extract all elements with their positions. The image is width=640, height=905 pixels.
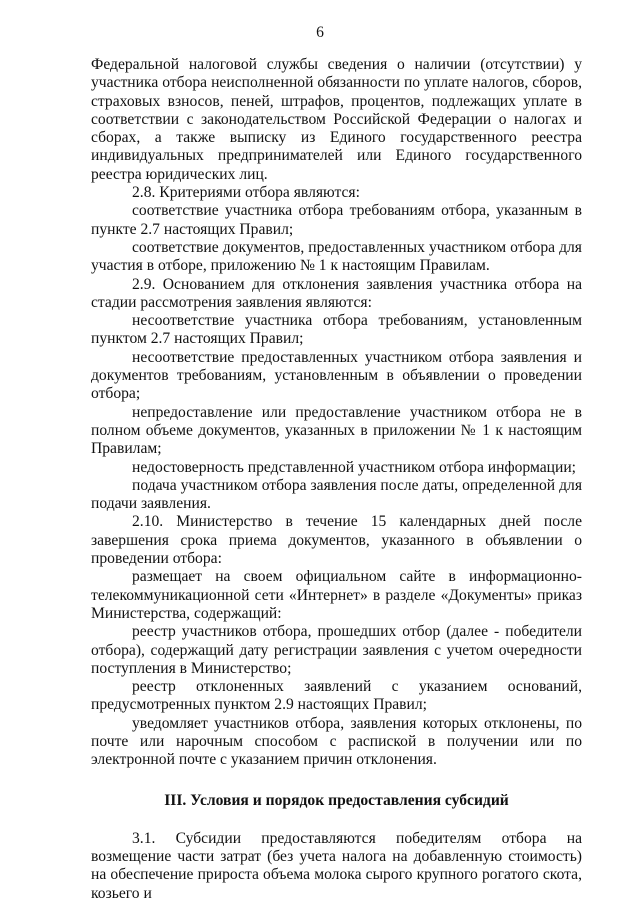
paragraph-publish: размещает на своем официальном сайте в информационно-телекоммуникационной сети «Интернет» в разделе «Документы» приказ Министерства, содержащий: [91,568,582,622]
paragraph-3-1: 3.1. Субсидии предоставляются победителям отбора на возмещение части затрат (без учета налога на добавленную стоимость) на обеспечение прироста объема молока сырого крупного рогатого скота, козьего и [91,829,582,902]
page-number: 6 [316,24,324,41]
paragraph-rejection-1: несоответствие участника отбора требованиям, установленным пунктом 2.7 настоящих Правил; [91,312,582,348]
paragraph-fns-info: Федеральной налоговой службы сведения о наличии (отсутствии) у участника отбора неисполненной обязанности по уплате налогов, сборов, страховых взносов, пеней, штрафов, процентов, подлежащих уплате в соответствии с законодательством Российской Федерации о налогах и сборах, а также выписку из Единого государственного реестра индивидуальных предпринимателей или Единого государственного реестра юридических лиц. [91,56,582,183]
paragraph-rejection-3: непредоставление или предоставление участником отбора не в полном объеме документов, указанных в приложении № 1 к настоящим Правилам; [91,403,582,458]
paragraph-registry-rejected: реестр отклоненных заявлений с указанием оснований, предусмотренных пунктом 2.9 настоящих Правил; [91,678,582,714]
paragraph-2-8: 2.8. Критериями отбора являются: [132,184,360,202]
paragraph-notify: уведомляет участников отбора, заявления которых отклонены, по почте или нарочным способом с распиской в получении или по электронной почте с указанием причин отклонения. [91,714,582,769]
document-body [91,56,582,903]
paragraph-criterion-2: соответствие документов, предоставленных участником отбора для участия в отборе, приложению № 1 к настоящим Правилам. [91,238,582,275]
paragraph-registry-winners: реестр участников отбора, прошедших отбор (далее - победители отбора), содержащий дату регистрации заявления с учетом очередности поступления в Министерство; [91,623,582,677]
paragraph-2-10: 2.10. Министерство в течение 15 календарных дней после завершения срока приема документов, указанного в объявлении о проведении отбора: [91,513,582,568]
paragraph-rejection-2: несоответствие предоставленных участником отбора заявления и документов требованиям, установленным в объявлении о проведении отбора; [91,348,582,403]
paragraph-2-9: 2.9. Основанием для отклонения заявления участника отбора на стадии рассмотрения заявления являются: [91,275,582,311]
paragraph-rejection-4: недостоверность представленной участником отбора информации; [132,458,576,476]
paragraph-rejection-5: подача участником отбора заявления после даты, определенной для подачи заявления. [91,476,582,513]
section-heading: III. Условия и порядок предоставления субсидий [164,791,509,809]
paragraph-criterion-1: соответствие участника отбора требованиям отбора, указанным в пункте 2.7 настоящих Правил; [91,202,582,238]
